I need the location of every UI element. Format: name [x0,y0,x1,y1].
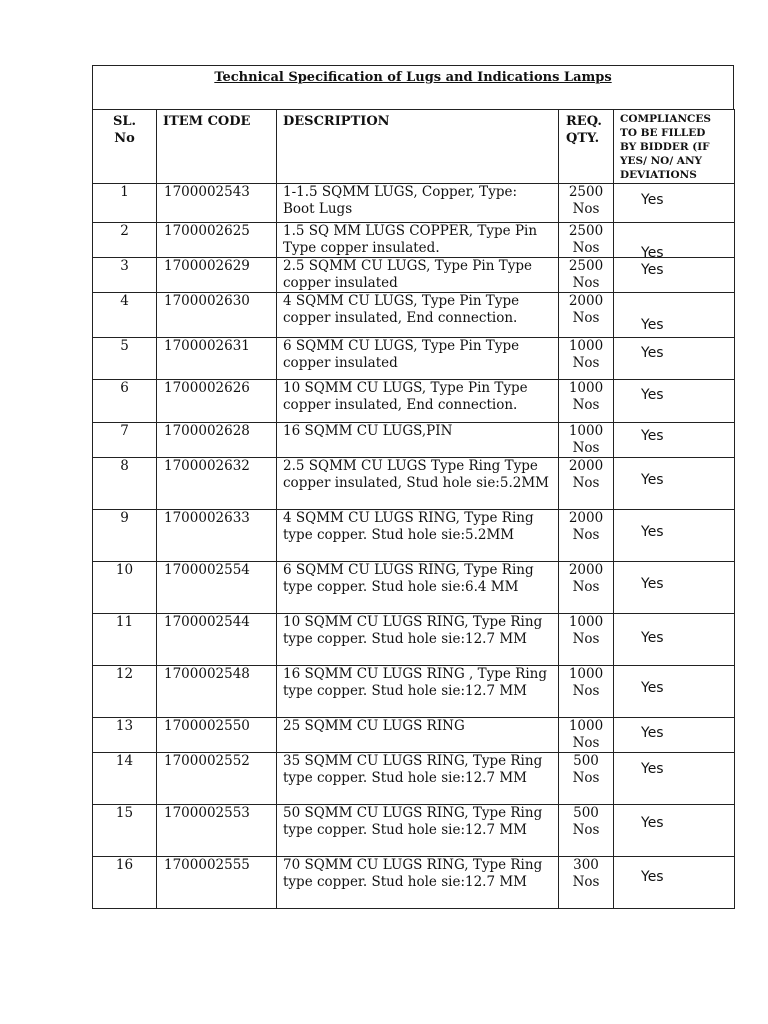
item-code-cell: 1700002543 [157,184,277,223]
req-qty-cell [559,718,614,753]
header-item-code: ITEM CODE [157,110,277,184]
compliance-value: Yes [641,428,664,444]
sl-no-cell: 11 [93,614,157,666]
req-qty-cell [559,857,614,909]
specification-table [92,109,735,909]
compliance-cell [614,614,735,666]
sl-no-cell: 1 [93,184,157,223]
compliance-cell [614,805,735,857]
table-row [93,293,735,338]
compliance-value: Yes [641,725,664,741]
sl-no-cell: 12 [93,666,157,718]
table-row [93,458,735,510]
compliance-cell [614,458,735,510]
qty-unit: Nos [572,201,600,217]
qty-unit: Nos [572,440,600,456]
description-cell: 25 SQMM CU LUGS RING [277,718,559,753]
qty-value: 1000 [568,423,604,439]
compliance-cell [614,338,735,380]
sl-no-cell: 14 [93,753,157,805]
compliance-value: Yes [641,245,664,258]
req-qty-cell [559,338,614,380]
item-code-cell: 1700002555 [157,857,277,909]
req-qty-cell [559,753,614,805]
qty-value: 2000 [568,458,604,474]
item-code-cell: 1700002633 [157,510,277,562]
sl-no-cell: 5 [93,338,157,380]
compliance-cell [614,423,735,458]
qty-unit: Nos [572,770,600,786]
table-row [93,184,735,223]
compliance-value: Yes [641,345,664,361]
qty-unit: Nos [572,822,600,838]
compliance-value: Yes [641,869,664,885]
table-row [93,666,735,718]
compliance-cell [614,666,735,718]
qty-value: 2500 [568,223,604,239]
header-description: DESCRIPTION [277,110,559,184]
qty-unit: Nos [572,631,600,647]
header-no-line: No [114,131,135,146]
description-cell: 70 SQMM CU LUGS RING, Type Ring type copper. Stud hole sie:12.7 MM [277,857,559,909]
compliance-cell [614,562,735,614]
compliance-cell [614,184,735,223]
item-code-cell: 1700002554 [157,562,277,614]
compliance-value: Yes [641,262,664,278]
req-qty-cell [559,458,614,510]
compliance-value: Yes [641,472,664,488]
qty-value: 1000 [568,614,604,630]
header-compliance-line-5: DEVIATIONS [620,169,697,181]
compliance-cell [614,510,735,562]
compliance-value: Yes [641,192,664,208]
header-row [93,110,735,184]
compliance-cell [614,258,735,293]
item-code-cell: 1700002548 [157,666,277,718]
qty-unit: Nos [572,475,600,491]
description-cell: 4 SQMM CU LUGS RING, Type Ring type copper. Stud hole sie:5.2MM [277,510,559,562]
header-req-qty [559,110,614,184]
qty-value: 1000 [568,666,604,682]
description-cell: 6 SQMM CU LUGS, Type Pin Type copper insulated [277,338,559,380]
table-row [93,258,735,293]
sl-no-cell: 15 [93,805,157,857]
req-qty-cell [559,223,614,258]
table-row [93,510,735,562]
description-cell: 4 SQMM CU LUGS, Type Pin Type copper insulated, End connection. [277,293,559,338]
table-row [93,718,735,753]
qty-value: 2500 [568,258,604,274]
qty-value: 2500 [568,184,604,200]
compliance-cell [614,380,735,423]
qty-unit: Nos [572,874,600,890]
qty-value: 1000 [568,380,604,396]
description-cell: 2.5 SQMM CU LUGS Type Ring Type copper insulated, Stud hole sie:5.2MM [277,458,559,510]
qty-value: 1000 [568,718,604,734]
qty-value: 2000 [568,510,604,526]
qty-unit: Nos [572,735,600,751]
item-code-cell: 1700002544 [157,614,277,666]
req-qty-cell [559,293,614,338]
description-cell: 10 SQMM CU LUGS, Type Pin Type copper insulated, End connection. [277,380,559,423]
item-code-cell: 1700002628 [157,423,277,458]
req-qty-cell [559,380,614,423]
item-code-cell: 1700002552 [157,753,277,805]
compliance-value: Yes [641,815,664,831]
item-code-cell: 1700002631 [157,338,277,380]
header-compliance-line-3: BY BIDDER (IF [620,141,710,153]
description-cell: 6 SQMM CU LUGS RING, Type Ring type copper. Stud hole sie:6.4 MM [277,562,559,614]
req-qty-cell [559,510,614,562]
sl-no-cell: 10 [93,562,157,614]
description-cell: 1.5 SQ MM LUGS COPPER, Type Pin Type copper insulated. [277,223,559,258]
qty-value: 1000 [568,338,604,354]
qty-unit: Nos [572,579,600,595]
req-qty-cell [559,423,614,458]
sl-no-cell: 3 [93,258,157,293]
header-sl-no [93,110,157,184]
header-compliances [614,110,735,184]
sl-no-cell: 13 [93,718,157,753]
header-compliance-line-4: YES/ NO/ ANY [620,155,703,167]
sl-no-cell: 2 [93,223,157,258]
description-cell: 16 SQMM CU LUGS RING , Type Ring type copper. Stud hole sie:12.7 MM [277,666,559,718]
sl-no-cell: 6 [93,380,157,423]
req-qty-cell [559,805,614,857]
sl-no-cell: 8 [93,458,157,510]
req-qty-cell [559,562,614,614]
qty-unit: Nos [572,683,600,699]
header-qty-line: QTY. [566,131,600,146]
description-cell: 35 SQMM CU LUGS RING, Type Ring type copper. Stud hole sie:12.7 MM [277,753,559,805]
description-cell: 1-1.5 SQMM LUGS, Copper, Type: Boot Lugs [277,184,559,223]
compliance-value: Yes [641,680,664,696]
compliance-value: Yes [641,524,664,540]
item-code-cell: 1700002550 [157,718,277,753]
qty-value: 2000 [568,293,604,309]
compliance-value: Yes [641,576,664,592]
table-row [93,423,735,458]
table-row [93,380,735,423]
item-code-cell: 1700002632 [157,458,277,510]
sl-no-cell: 4 [93,293,157,338]
sl-no-cell: 9 [93,510,157,562]
header-compliance-line-1: COMPLIANCES [620,113,712,125]
req-qty-cell [559,614,614,666]
req-qty-cell [559,258,614,293]
header-req-line: REQ. [566,114,602,129]
compliance-cell [614,223,735,258]
qty-unit: Nos [572,355,600,371]
compliance-value: Yes [641,630,664,646]
item-code-cell: 1700002553 [157,805,277,857]
table-row [93,562,735,614]
description-cell: 50 SQMM CU LUGS RING, Type Ring type copper. Stud hole sie:12.7 MM [277,805,559,857]
compliance-value: Yes [641,317,664,333]
item-code-cell: 1700002626 [157,380,277,423]
table-row [93,614,735,666]
compliance-cell [614,857,735,909]
document-title: Technical Specification of Lugs and Indications Lamps [214,70,612,85]
table-row [93,857,735,909]
qty-value: 500 [573,753,599,769]
table-body [93,184,735,909]
description-cell: 2.5 SQMM CU LUGS, Type Pin Type copper insulated [277,258,559,293]
table-row [93,805,735,857]
title-row [92,65,734,110]
qty-value: 2000 [568,562,604,578]
qty-unit: Nos [572,240,600,256]
compliance-cell [614,293,735,338]
table-row [93,338,735,380]
qty-unit: Nos [572,275,600,291]
qty-unit: Nos [572,310,600,326]
compliance-value: Yes [641,761,664,777]
compliance-value: Yes [641,387,664,403]
sl-no-cell: 7 [93,423,157,458]
qty-value: 500 [573,805,599,821]
header-sl-line: SL. [112,114,137,129]
table-row [93,753,735,805]
table-row [93,223,735,258]
item-code-cell: 1700002629 [157,258,277,293]
specification-sheet [92,65,734,909]
description-cell: 10 SQMM CU LUGS RING, Type Ring type copper. Stud hole sie:12.7 MM [277,614,559,666]
qty-unit: Nos [572,397,600,413]
compliance-cell [614,718,735,753]
qty-value: 300 [573,857,599,873]
description-cell: 16 SQMM CU LUGS,PIN [277,423,559,458]
header-compliance-line-2: TO BE FILLED [620,127,706,139]
req-qty-cell [559,184,614,223]
item-code-cell: 1700002630 [157,293,277,338]
item-code-cell: 1700002625 [157,223,277,258]
compliance-cell [614,753,735,805]
qty-unit: Nos [572,527,600,543]
req-qty-cell [559,666,614,718]
sl-no-cell: 16 [93,857,157,909]
